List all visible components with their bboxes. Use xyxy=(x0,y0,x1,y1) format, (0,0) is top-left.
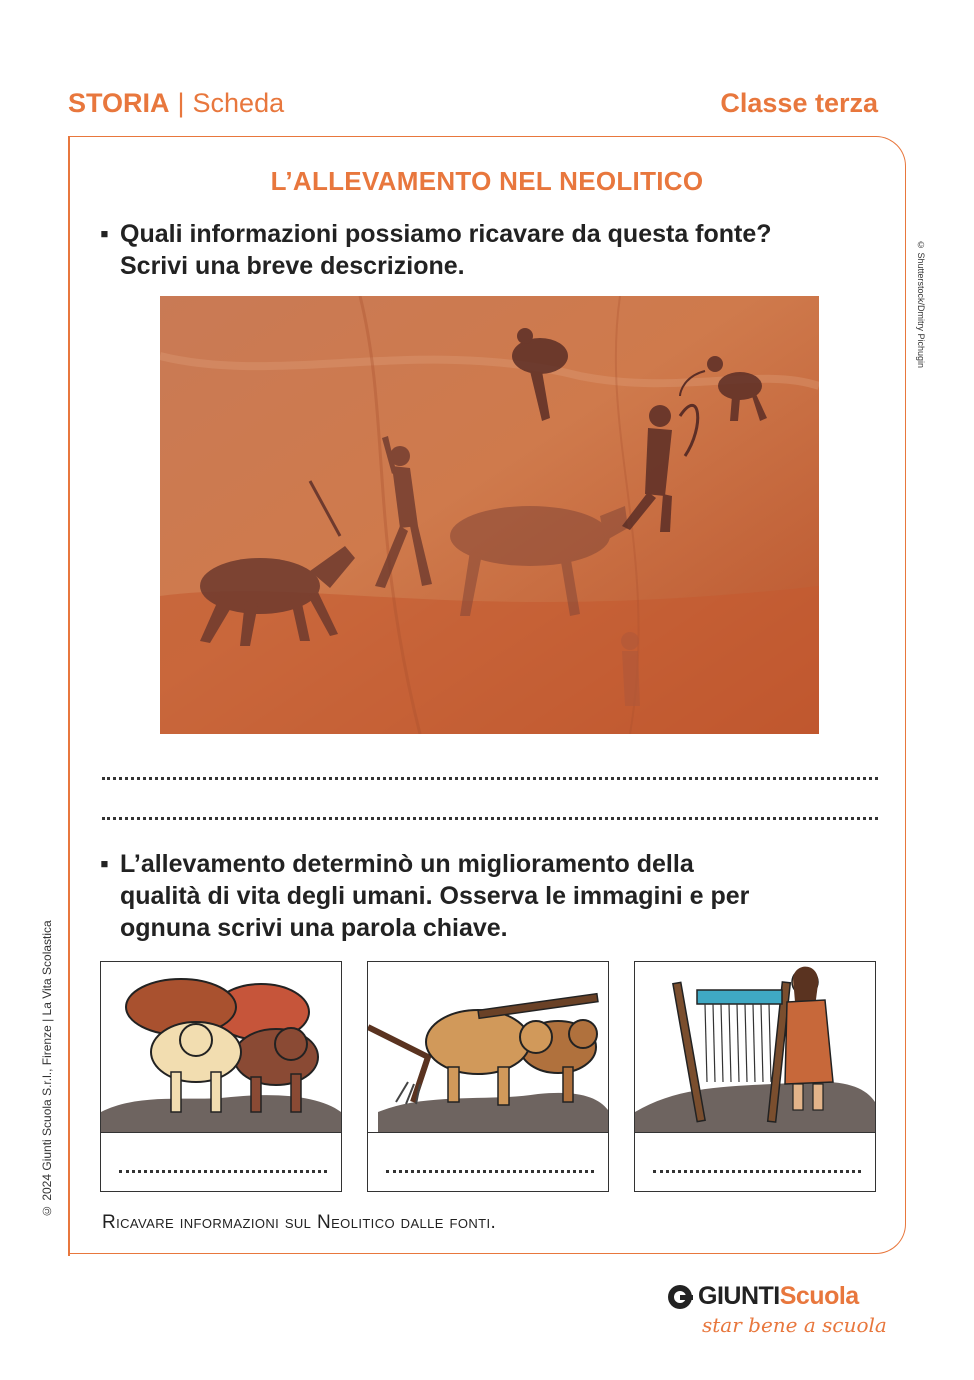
header-divider: | xyxy=(177,88,185,118)
question-1-line-1: Quali informazioni possiamo ricavare da questa fonte? xyxy=(120,220,772,248)
question-2 xyxy=(100,848,749,944)
header-subject xyxy=(68,88,284,119)
subject-label: STORIA xyxy=(68,88,170,118)
bullet-icon: ▪ xyxy=(100,220,109,248)
frame-left-edge xyxy=(68,136,70,1256)
answer-line-1[interactable] xyxy=(102,777,878,780)
question-2-line-1: L’allevamento determinò un miglioramento della xyxy=(120,850,694,878)
grade-label: Classe terza xyxy=(720,88,878,118)
copyright-notice: © 2024 Giunti Scuola S.r.l., Firenze | La Vita Scolastica xyxy=(40,920,54,1218)
question-2-line-2: qualità di vita degli umani. Osserva le immagini e per xyxy=(120,882,750,910)
answer-line-2[interactable] xyxy=(102,817,878,820)
cave-painting-icon xyxy=(160,296,819,734)
image-card-weaving-loom xyxy=(634,961,876,1192)
keyword-answer-line[interactable] xyxy=(653,1170,861,1173)
pack-oxen-icon xyxy=(101,962,341,1132)
cave-painting-photo xyxy=(160,296,819,734)
logo-brand-2: Scuola xyxy=(779,1282,859,1310)
card-divider xyxy=(635,1132,875,1133)
question-1 xyxy=(100,218,772,282)
giunti-scuola-logo[interactable] xyxy=(668,1282,887,1337)
bullet-icon: ▪ xyxy=(100,850,109,878)
logo-brand: GIUNTI xyxy=(698,1282,780,1310)
learning-objective: Ricavare informazioni sul Neolitico dalle fonti. xyxy=(102,1212,497,1233)
card-divider xyxy=(101,1132,341,1133)
ox-plough-icon xyxy=(368,962,608,1132)
question-1-line-2: Scrivi una breve descrizione. xyxy=(120,252,465,280)
page-title: L’ALLEVAMENTO NEL NEOLITICO xyxy=(270,166,704,196)
type-label: Scheda xyxy=(192,88,285,118)
card-divider xyxy=(368,1132,608,1133)
logo-tagline: star bene a scuola xyxy=(702,1313,887,1337)
image-card-ox-plough xyxy=(367,961,609,1192)
question-2-line-3: ognuna scrivi una parola chiave. xyxy=(120,914,508,942)
photo-credit: © Shutterstock/Dmitry Pichugin xyxy=(916,240,926,369)
keyword-answer-line[interactable] xyxy=(386,1170,594,1173)
weaving-loom-icon xyxy=(635,962,875,1132)
giunti-logo-icon xyxy=(668,1285,692,1309)
keyword-answer-line[interactable] xyxy=(119,1170,327,1173)
image-card-pack-oxen xyxy=(100,961,342,1192)
